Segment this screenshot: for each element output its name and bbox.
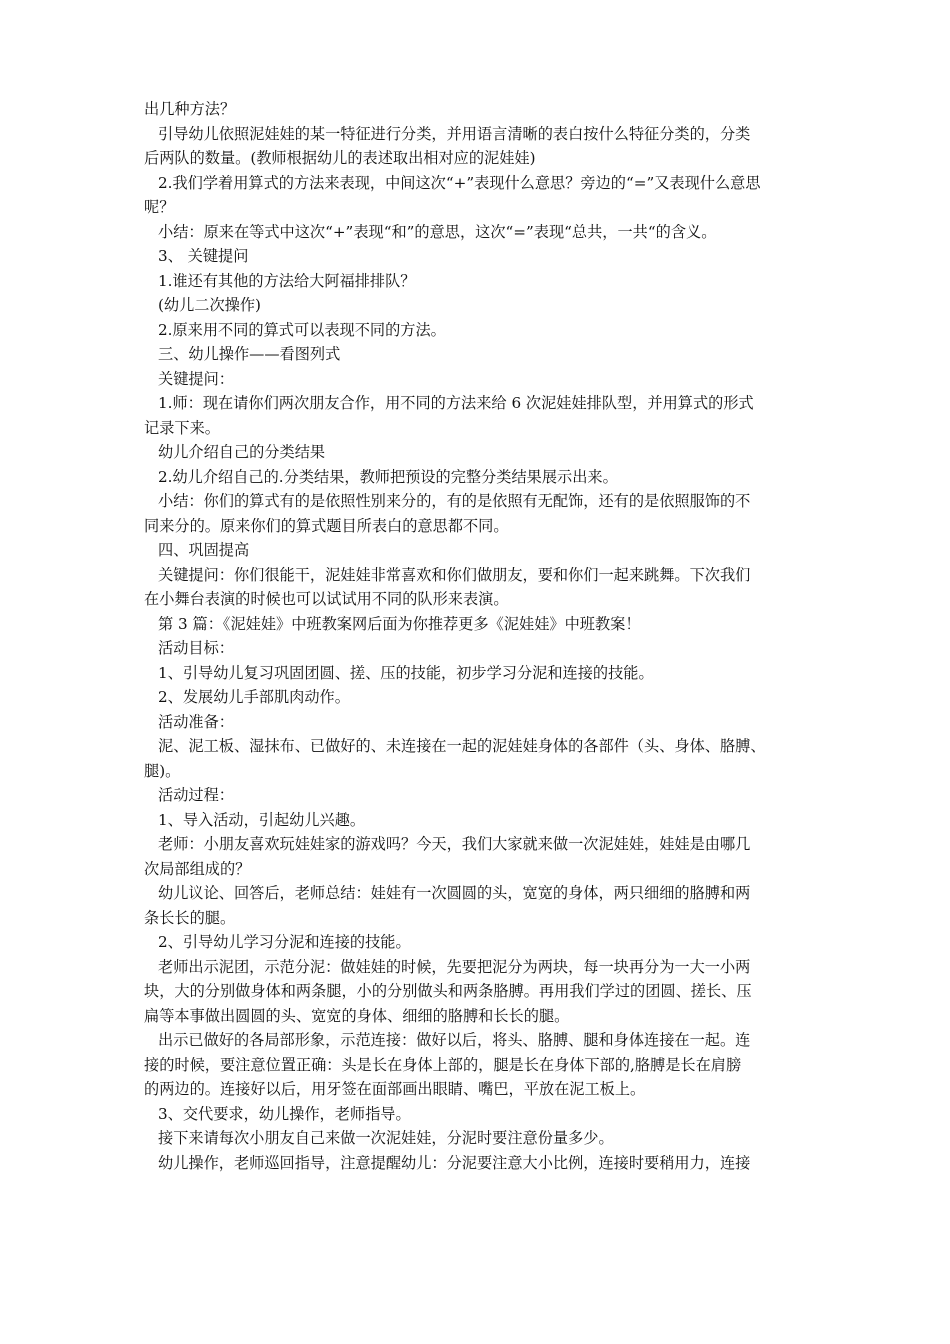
text-line: 引导幼儿依照泥娃娃的某一特征进行分类，并用语言清晰的表白按什么特征分类的，分类: [158, 124, 751, 143]
text-line: 小结：你们的算式有的是依照性别来分的，有的是依照有无配饰，还有的是依照服饰的不: [158, 492, 751, 510]
text-line: 扁等本事做出圆圆的头、宽宽的身体、细细的胳膊和长长的腿。: [144, 1006, 570, 1025]
text-line: 腿)。: [144, 761, 181, 780]
text-line: 2.幼儿介绍自己的.分类结果，教师把预设的完整分类结果展示出来。: [158, 467, 618, 486]
text-line: 接的时候，要注意位置正确：头是长在身体上部的，腿是长在身体下部的,胳膊是长在肩膀: [144, 1055, 742, 1074]
text-line: 老师：小朋友喜欢玩娃娃家的游戏吗？今天，我们大家就来做一次泥娃娃，娃娃是由哪几: [158, 835, 751, 853]
text-line: 关键提问：你们很能干，泥娃娃非常喜欢和你们做朋友，要和你们一起来跳舞。下次我们: [158, 565, 751, 584]
text-line: 记录下来。: [144, 418, 220, 437]
text-line: 小结：原来在等式中这次“+”表现“和”的意思，这次“=”表现“总共，一共“的含义。: [158, 222, 717, 241]
text-line: 3、 关键提问: [158, 247, 249, 265]
text-line: 活动准备：: [158, 712, 234, 731]
text-line: 1、导入活动，引起幼儿兴趣。: [158, 810, 366, 829]
text-line: 幼儿操作，老师巡回指导，注意提醒幼儿：分泥要注意大小比例，连接时要稍用力，连接: [158, 1153, 751, 1172]
text-line: 1.谁还有其他的方法给大阿福排排队？: [158, 271, 416, 290]
text-line: 2.原来用不同的算式可以表现不同的方法。: [158, 320, 446, 339]
text-line: 3、交代要求，幼儿操作，老师指导。: [158, 1104, 411, 1123]
text-line: 1.师：现在请你们两次朋友合作，用不同的方法来给 6 次泥娃娃排队型，并用算式的形式: [158, 394, 754, 412]
text-line: 出几种方法？: [144, 100, 236, 118]
text-line: 块，大的分别做身体和两条腿，小的分别做头和两条胳膊。再用我们学过的团圆、搓长、压: [144, 982, 752, 1000]
text-line: 呢？: [144, 198, 175, 216]
text-line: 活动目标：: [158, 639, 234, 657]
text-line: 2、引导幼儿学习分泥和连接的技能。: [158, 933, 411, 951]
text-line: 活动过程：: [158, 786, 234, 804]
text-line: 的两边的。连接好以后，用牙签在面部画出眼睛、嘴巴，平放在泥工板上。: [144, 1080, 646, 1098]
text-line: 在小舞台表演的时候也可以试试用不同的队形来表演。: [144, 590, 509, 608]
text-line: 后两队的数量。(教师根据幼儿的表述取出相对应的泥娃娃): [144, 149, 536, 167]
text-line: 同来分的。原来你们的算式题目所表白的意思都不同。: [144, 516, 509, 535]
text-line: 1、引导幼儿复习巩固团圆、搓、压的技能，初步学习分泥和连接的技能。: [158, 663, 654, 682]
text-line: 2、发展幼儿手部肌肉动作。: [158, 688, 350, 706]
text-line: 关键提问：: [158, 369, 234, 388]
text-line: 泥、泥工板、湿抹布、已做好的、未连接在一起的泥娃娃身体的各部件（头、身体、胳膊、: [158, 737, 766, 755]
text-line: 2.我们学着用算式的方法来表现，中间这次“+”表现什么意思？旁边的“=”又表现什么意思: [158, 173, 761, 192]
text-line: 接下来请每次小朋友自己来做一次泥娃娃，分泥时要注意份量多少。: [158, 1129, 614, 1147]
text-line: 幼儿议论、回答后，老师总结：娃娃有一次圆圆的头，宽宽的身体，两只细细的胳膊和两: [158, 884, 751, 902]
text-line: 条长长的腿。: [144, 908, 236, 927]
text-line: 老师出示泥团，示范分泥：做娃娃的时候，先要把泥分为两块，每一块再分为一大一小两: [158, 957, 751, 976]
text-line: 第 3 篇：《泥娃娃》中班教案网后面为你推荐更多《泥娃娃》中班教案！: [158, 614, 641, 633]
text-line: (幼儿二次操作): [158, 296, 261, 314]
text-line: 次局部组成的？: [144, 859, 251, 878]
document-body: [144, 97, 826, 1175]
text-line: 三、幼儿操作——看图列式: [158, 345, 341, 363]
text-line: 四、巩固提高: [158, 541, 250, 559]
text-line: 幼儿介绍自己的分类结果: [158, 443, 326, 461]
text-line: 出示已做好的各局部形象，示范连接：做好以后，将头、胳膊、腿和身体连接在一起。连: [158, 1031, 751, 1049]
